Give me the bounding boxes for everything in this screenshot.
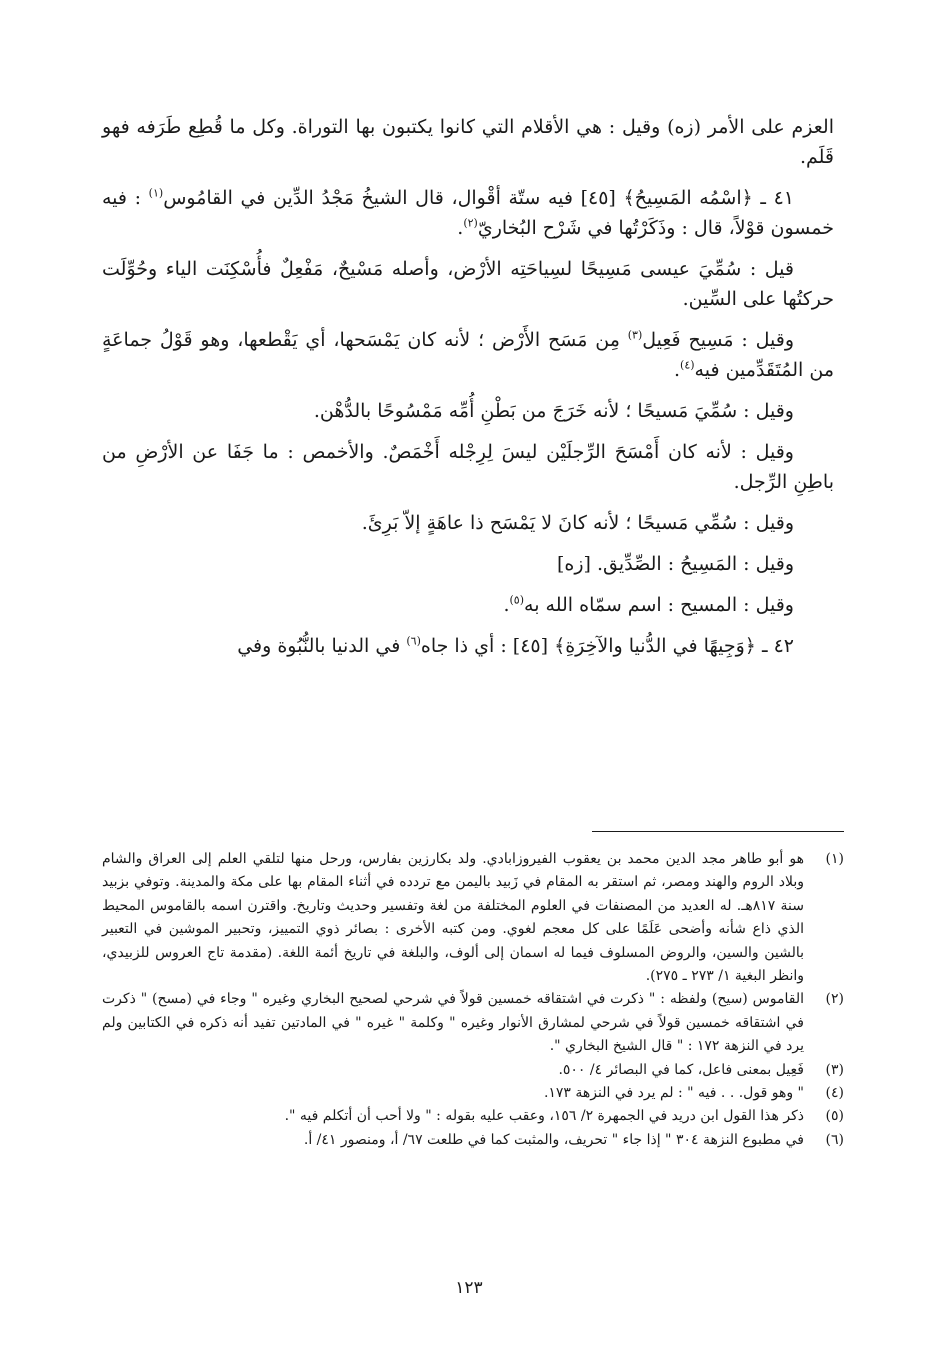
paragraph: العزم على الأمر (زه) وقيل : هي الأقلام التي كانوا يكتبون بها التوراة. وكل ما قُطِع طَرَفه فهو قَلَم. [102,116,834,168]
paragraph: وقيل : المَسِيحُ : الصِّدِّيق. [زه] [556,553,794,575]
paragraph: وقيل : سُمِّي مَسيحًا ؛ لأنه كانَ لا يَمْسَح ذا عاهَةٍ إلاّ بَرِئَ. [361,512,794,534]
paragraph: وقيل : لأنه كان أَمْسَحَ الرِّجلَيْن ليسَ لِرِجْله أَخْمَصٌ. والأخمص : ما جَفَا عن الأرْضِ من باطِنِ الرِّجل. [102,441,834,493]
footnote-ref: (٥) [509,593,525,607]
paragraph-entry-41: ٤١ ـ ﴿اسْمُه المَسِيحُ﴾ [٤٥] فيه ستّة أقْوال، قال الشيخُ مَجْدُ الدِّين في القامُوس$^{(١)}$ : فيه خمسون قوْلاً، قال : وذَكَرْتُها في شَرْح البُخاريّ$^{(٢)}$. [102,186,834,239]
footnote-ref: (١) [148,186,164,200]
page-number: ١٢٣ [455,1278,483,1298]
footnote-text: القاموس (سيح) ولفظه : " ذكرت في اشتقاقه خمسين قولاً في شرحي لصحيح البخاري وغيره " وجاء في (مسح) " ذكرت في اشتقاقه خمسين قولاً في شرحي لمشارق الأنوار وغيره " وكلمة " غيره " في المادتين تفيد أنه ذكره في الكتابين ولم يرد في النزهة ١٧٢ : " قال الشيخ البخاري ". [102,991,804,1055]
footnote-ref: (٤) [680,358,695,372]
footnote-text: هو أبو طاهر مجد الدين محمد بن يعقوب الفيروزابادي. ولد بكارزين بفارس، ورحل منها لتلقي العلم إلى العراق والشام وبلاد الروم والهند ومصر، ثم استقر به المقام في زَبيد باليمن مع تردده في أثناء المقام بها على مكة والمدينة. وتوفي بزبيد سنة ٨١٧هـ. له العديد من المصنفات في العلوم المختلفة من لغة وتفسير وحديث وتاريخ. واقترن اسمه بالقاموس المحيط الذي ذاع شأنه وأضحى عَلَمًا على كل معجم لغوي. ومن كتبه الأخرى : بصائر ذوي التمييز، وتحبير الموشين في التعبير بالشين والسين، والروض المسلوف فيما له اسمان إلى ألوف، والبلغة في تاريخ أئمة اللغة. (مقدمة تاج العروس للزبيدي، وانظر البغية ١/ ٢٧٣ ـ ٢٧٥). [102,851,804,985]
paragraph: وقيل : مَسِيح فَعِيل$^{(٣)}$ مِن مَسَح الأَرْض ؛ لأنه كان يَمْسَحها، أي يَقْطعها، وهو قَوْلُ جماعَةٍ من المُتَقَدِّمين فيه$^{(٤)}$. [102,328,834,381]
footnote-number: (٥) [825,1108,844,1125]
footnote-number: (٣) [825,1061,844,1078]
footnote-text: ذكر هذا القول ابن دريد في الجمهرة ٢/ ١٥٦، وعقب عليه بقوله : " ولا أحب أن أتكلم فيه ". [284,1108,804,1125]
footnote-ref: (٣) [627,328,643,342]
footnote-number: (٦) [825,1131,844,1148]
footnote-text: في مطبوع النزهة ٣٠٤ " إذا جاء " تحريف، والمثبت كما في طلعت ٦٧/ أ، ومنصور ٤١/ أ. [303,1131,804,1148]
footnote [102,1105,844,1128]
footnote-text: فَعِيل بمعنى فاعل، كما في البصائر ٤/ ٥٠٠. [558,1061,804,1078]
paragraph: وقيل : المسيح : اسم سمّاه الله به$^{(٥)}$. [503,593,794,616]
paragraph: قيل : سُمِّيَ عيسى مَسِيحًا لسِياحَتِه الأرْض، وأصله مَسْيحٌ، مَفْعِلٌ فأُسْكِنَت الياء وحُوِّلَت حركتُها على السِّين. [102,258,834,310]
footnote [102,1059,844,1082]
paragraph: وقيل : سُمِّيَ مَسيحًا ؛ لأنه خَرَجَ من بَطْنِ أُمِّه مَمْسُوحًا بالدُّهْن. [313,400,794,422]
footnote-text: " وهو قول. . . فيه " : لم يرد في النزهة ١٧٣. [543,1085,804,1102]
footnote-ref: (٦) [406,634,421,648]
footnote [102,1082,844,1105]
footnote-ref: (٢) [463,216,478,230]
footnote [102,848,844,988]
footnote-number: (٢) [825,991,844,1008]
footnote [102,988,844,1058]
main-text [102,112,834,672]
paragraph-entry-42: ٤٢ ـ ﴿وَجِيهًا في الدُّنيا والآخِرَةِ﴾ [٤٥] : أي ذا جاه$^{(٦)}$ في الدنيا بالنُّبُوة وفي [237,634,794,657]
footnote-number: (١) [825,851,844,867]
footnote-divider [592,831,844,832]
footnotes [102,848,844,1152]
footnote [102,1129,844,1152]
footnote-number: (٤) [825,1085,844,1102]
